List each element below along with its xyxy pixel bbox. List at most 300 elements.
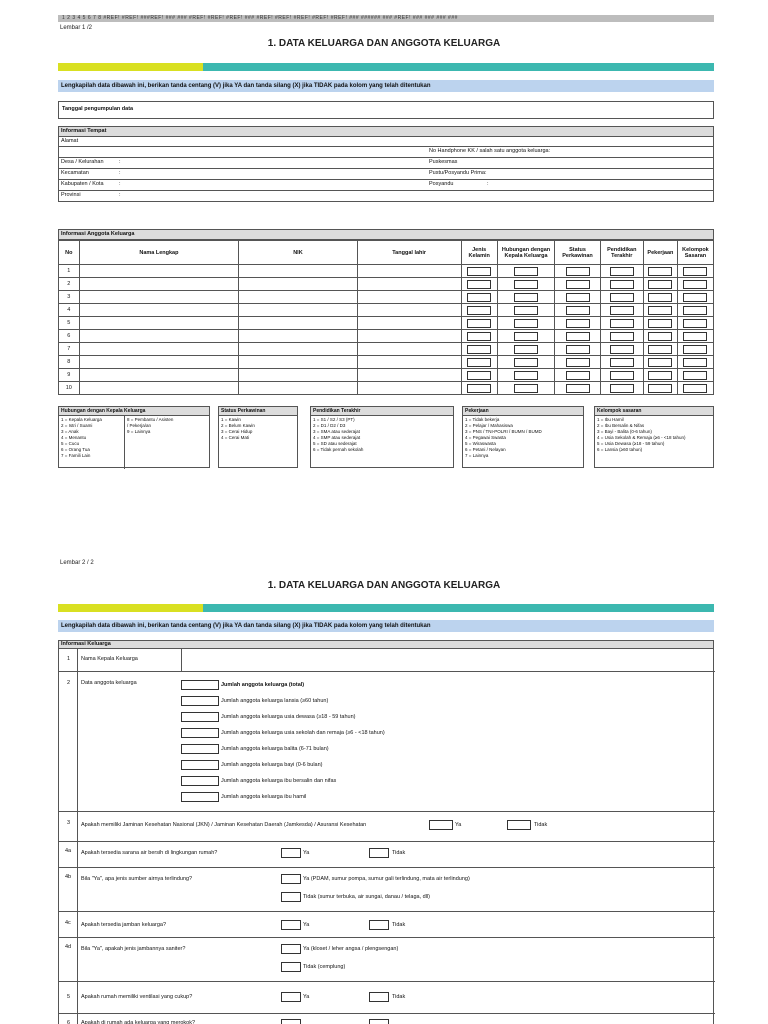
place-info-section	[58, 126, 714, 202]
member-dob-input[interactable]	[357, 265, 461, 278]
q4d-row	[59, 938, 715, 982]
colon: :	[119, 159, 121, 165]
q2-count-input[interactable]	[181, 680, 219, 690]
legend-title: Pekerjaan	[463, 407, 583, 416]
member-occupation-code-box[interactable]	[648, 332, 672, 341]
member-gender-code-box[interactable]	[467, 267, 491, 276]
member-nik-input[interactable]	[239, 291, 357, 304]
member-target-group-code-box[interactable]	[683, 306, 707, 315]
member-name-input[interactable]	[79, 304, 239, 317]
member-nik-input[interactable]	[239, 317, 357, 330]
q4c-label: Apakah tersedia jamban keluarga?	[81, 922, 167, 928]
col-header: Hubungan dengan Kepala Keluarga	[497, 241, 555, 265]
member-education-cell	[600, 304, 643, 317]
q4c-no-label: Tidak	[392, 922, 406, 928]
member-row-number: 3	[59, 291, 80, 304]
q4b-label: Bila "Ya", apa jenis sumber airnya terlindung?	[81, 876, 193, 882]
q6-no-checkbox[interactable]	[369, 1019, 389, 1024]
member-nik-input[interactable]	[239, 304, 357, 317]
member-relationship-cell	[497, 317, 555, 330]
q2-count-input[interactable]	[181, 728, 219, 738]
colon: :	[119, 181, 121, 187]
place-info-body	[58, 137, 714, 202]
member-relationship-cell	[497, 291, 555, 304]
legend-body: 1 = Tidak bekerja 2 = Pelajar / Mahasiswa 3 = PNS / TNI-POLRI / BUMN / BUMD 4 = Pegawai Swasta 5 = Wiraswasta 6 = Petani / Nelayan 7 = Lainnya	[465, 417, 542, 458]
colon: :	[487, 181, 489, 187]
member-dob-input[interactable]	[357, 291, 461, 304]
member-name-input[interactable]	[79, 356, 239, 369]
member-gender-code-box[interactable]	[467, 280, 491, 289]
member-education-cell	[600, 278, 643, 291]
members-table	[58, 240, 714, 395]
village-label: Desa / Kelurahan	[61, 159, 104, 165]
member-row-number: 7	[59, 343, 80, 356]
phone-label: No Handphone KK / salah satu anggota keluarga:	[429, 148, 551, 154]
member-row	[59, 317, 714, 330]
q5-no-checkbox[interactable]	[369, 992, 389, 1002]
accent-bar-teal	[203, 604, 714, 612]
member-gender-code-box[interactable]	[467, 345, 491, 354]
members-heading: Informasi Anggota Keluarga	[58, 229, 714, 240]
member-row-number: 8	[59, 356, 80, 369]
member-row-number: 9	[59, 369, 80, 382]
legend-body: 1 = Kepala Keluarga 2 = Istri / Suami 3 = Anak 4 = Menantu 5 = Cucu 6 = Orang Tua 7 = Famili Lain	[59, 416, 125, 469]
member-dob-input[interactable]	[357, 330, 461, 343]
members-section	[58, 229, 714, 395]
member-nik-input[interactable]	[239, 330, 357, 343]
member-row	[59, 369, 714, 382]
member-gender-cell	[461, 330, 497, 343]
col-header: Jenis Kelamin	[461, 241, 497, 265]
member-target-group-code-box[interactable]	[683, 293, 707, 302]
member-occupation-cell	[643, 291, 677, 304]
place-info-heading: Informasi Tempat	[58, 126, 714, 137]
member-target-group-code-box[interactable]	[683, 332, 707, 341]
regency-label: Kabupaten / Kota	[61, 181, 104, 187]
member-marital-status-cell	[555, 343, 600, 356]
member-row-number: 10	[59, 382, 80, 395]
q3-yes-label: Ya	[455, 822, 462, 828]
col-header: Tanggal lahir	[357, 241, 461, 265]
col-header: Pekerjaan	[643, 241, 677, 265]
member-row-number: 5	[59, 317, 80, 330]
member-relationship-cell	[497, 304, 555, 317]
member-gender-cell	[461, 369, 497, 382]
member-occupation-cell	[643, 317, 677, 330]
member-relationship-code-box[interactable]	[514, 293, 538, 302]
q4c-yes-label: Ya	[303, 922, 310, 928]
q5-yes-label: Ya	[303, 994, 310, 1000]
q6-label: Apakah di rumah ada keluarga yang merokok?	[81, 1020, 196, 1024]
q2-number: 2	[67, 680, 71, 686]
member-relationship-cell	[497, 369, 555, 382]
family-info-form	[58, 648, 714, 1024]
member-target-group-code-box[interactable]	[683, 319, 707, 328]
col-header: Nama Lengkap	[79, 241, 239, 265]
q5-number: 5	[67, 994, 71, 1000]
member-gender-cell	[461, 291, 497, 304]
member-occupation-code-box[interactable]	[648, 319, 672, 328]
member-nik-input[interactable]	[239, 369, 357, 382]
member-target-group-cell	[677, 343, 713, 356]
member-occupation-cell	[643, 304, 677, 317]
member-education-cell	[600, 382, 643, 395]
member-gender-cell	[461, 317, 497, 330]
address-row[interactable]	[59, 137, 713, 147]
member-nik-input[interactable]	[239, 278, 357, 291]
q4d-label: Bila "Ya", apakah jenis jambannya saniter?	[81, 946, 186, 952]
q4b-number: 4b	[65, 874, 72, 880]
member-occupation-code-box[interactable]	[648, 384, 672, 393]
district-row[interactable]	[59, 169, 713, 180]
q2-item-label: Jumlah anggota keluarga usia dewasa (≥18 - 59 tahun)	[221, 714, 356, 720]
member-name-input[interactable]	[79, 265, 239, 278]
member-name-input[interactable]	[79, 330, 239, 343]
member-marital-status-cell	[555, 356, 600, 369]
legend-target-group	[594, 406, 714, 468]
village-row[interactable]	[59, 158, 713, 169]
collection-date-field[interactable]	[58, 101, 714, 119]
member-education-cell	[600, 291, 643, 304]
q2-count-input[interactable]	[181, 776, 219, 786]
q4b-option-unprotected: Tidak (sumur terbuka, air sungai, danau / telaga, dll)	[303, 894, 430, 900]
q4d-nonsanitary-checkbox[interactable]	[281, 962, 301, 972]
legend-title: Status Perkawinan	[219, 407, 297, 416]
col-header: Status Perkawinan	[555, 241, 600, 265]
q4b-protected-checkbox[interactable]	[281, 874, 301, 884]
member-marital-status-code-box[interactable]	[566, 358, 590, 367]
member-target-group-code-box[interactable]	[683, 384, 707, 393]
member-name-input[interactable]	[79, 317, 239, 330]
member-relationship-cell	[497, 343, 555, 356]
member-marital-status-code-box[interactable]	[566, 332, 590, 341]
q2-item-label: Jumlah anggota keluarga ibu hamil	[221, 794, 307, 800]
legend-education	[310, 406, 454, 468]
q6-number: 6	[67, 1020, 71, 1024]
member-occupation-cell	[643, 265, 677, 278]
member-target-group-cell	[677, 265, 713, 278]
legend-title: Pendidikan Terakhir	[311, 407, 453, 416]
q2-item-label: Jumlah anggota keluarga usia sekolah dan remaja (≥6 - <18 tahun)	[221, 730, 385, 736]
address-label: Alamat	[61, 138, 79, 144]
member-name-input[interactable]	[79, 291, 239, 304]
family-info-heading: Informasi Keluarga	[58, 640, 714, 649]
q5-label: Apakah rumah memiliki ventilasi yang cukup?	[81, 994, 193, 1000]
member-gender-cell	[461, 343, 497, 356]
district-label: Kecamatan	[61, 170, 89, 176]
member-marital-status-code-box[interactable]	[566, 384, 590, 393]
pustu-label: Pustu/Posyandu Prima:	[429, 170, 487, 176]
member-target-group-code-box[interactable]	[683, 267, 707, 276]
member-row	[59, 304, 714, 317]
member-name-input[interactable]	[79, 343, 239, 356]
colon: :	[119, 170, 121, 176]
q4a-label: Apakah tersedia sarana air bersih di lingkungan rumah?	[81, 850, 218, 856]
member-occupation-cell	[643, 330, 677, 343]
member-target-group-code-box[interactable]	[683, 358, 707, 367]
member-occupation-cell	[643, 356, 677, 369]
q3-label: Apakah memiliki Jaminan Kesehatan Nasional (JKN) / Jaminan Kesehatan Daerah (Jamkesda) / Asuransi Kesehatan	[81, 822, 367, 828]
member-dob-input[interactable]	[357, 304, 461, 317]
q4c-no-checkbox[interactable]	[369, 920, 389, 930]
member-row	[59, 343, 714, 356]
member-dob-input[interactable]	[357, 369, 461, 382]
q4d-option-sanitary: Ya (kloset / leher angsa / plengsengan)	[303, 946, 399, 952]
q4c-row	[59, 912, 715, 938]
member-marital-status-code-box[interactable]	[566, 280, 590, 289]
col-header: Kelompok Sasaran	[677, 241, 713, 265]
q2-count-input[interactable]	[181, 712, 219, 722]
member-relationship-code-box[interactable]	[514, 332, 538, 341]
member-row-number: 1	[59, 265, 80, 278]
member-dob-input[interactable]	[357, 382, 461, 395]
member-relationship-cell	[497, 382, 555, 395]
colon: :	[119, 192, 121, 198]
q4a-yes-checkbox[interactable]	[281, 848, 301, 858]
q1-row	[59, 648, 715, 672]
province-label: Provinsi	[61, 192, 81, 198]
member-education-code-box[interactable]	[610, 345, 634, 354]
member-education-cell	[600, 330, 643, 343]
q3-number: 3	[67, 820, 71, 826]
legend-title: Hubungan dengan Kepala Keluarga	[59, 407, 209, 416]
q1-label: Nama Kepala Keluarga	[81, 656, 138, 662]
member-education-code-box[interactable]	[610, 319, 634, 328]
q2-count-input[interactable]	[181, 792, 219, 802]
q2-label: Data anggota keluarga	[81, 680, 137, 686]
phone-row[interactable]	[59, 147, 713, 158]
q3-row	[59, 812, 715, 842]
member-education-code-box[interactable]	[610, 293, 634, 302]
member-row	[59, 265, 714, 278]
member-marital-status-cell	[555, 291, 600, 304]
sheet-label-1: Lembar 1 /2	[60, 25, 93, 31]
q1-number: 1	[67, 656, 71, 662]
regency-row[interactable]	[59, 180, 713, 191]
legend-relationship	[58, 406, 210, 468]
member-marital-status-cell	[555, 265, 600, 278]
member-dob-input[interactable]	[357, 317, 461, 330]
q4a-yes-label: Ya	[303, 850, 310, 856]
member-row	[59, 278, 714, 291]
member-target-group-cell	[677, 317, 713, 330]
member-marital-status-cell	[555, 330, 600, 343]
member-relationship-code-box[interactable]	[514, 319, 538, 328]
member-relationship-code-box[interactable]	[514, 306, 538, 315]
member-target-group-code-box[interactable]	[683, 280, 707, 289]
member-gender-cell	[461, 356, 497, 369]
member-target-group-cell	[677, 291, 713, 304]
member-row	[59, 291, 714, 304]
legend-body: 1 = S1 / S2 / S3 (PT) 2 = D1 / D2 / D3 3 = SMA atau sederajat 4 = SMP atau sederajat 5 = SD atau sederajat 6 = Tidak pernah sekolah	[313, 417, 364, 452]
q4c-number: 4c	[65, 920, 71, 926]
member-marital-status-cell	[555, 278, 600, 291]
member-relationship-code-box[interactable]	[514, 280, 538, 289]
member-occupation-cell	[643, 369, 677, 382]
member-row-number: 6	[59, 330, 80, 343]
member-relationship-code-box[interactable]	[514, 345, 538, 354]
member-education-cell	[600, 343, 643, 356]
member-occupation-code-box[interactable]	[648, 371, 672, 380]
q6-yes-checkbox[interactable]	[281, 1019, 301, 1024]
member-education-code-box[interactable]	[610, 267, 634, 276]
member-row	[59, 330, 714, 343]
sheet-header-strip: 1 2 3 4 5 6 7 8 #REF! #REF! ###REF! ### ### #REF! #REF! #REF! ### #REF! #REF! #REF! #REF! #REF! ### ###### ### #REF! ### ### ### ###	[58, 15, 714, 22]
member-target-group-cell	[677, 278, 713, 291]
member-target-group-code-box[interactable]	[683, 345, 707, 354]
member-marital-status-code-box[interactable]	[566, 267, 590, 276]
member-name-input[interactable]	[79, 369, 239, 382]
member-gender-code-box[interactable]	[467, 358, 491, 367]
member-occupation-code-box[interactable]	[648, 306, 672, 315]
q2-item-label: Jumlah anggota keluarga balita (6-71 bulan)	[221, 746, 329, 752]
member-education-code-box[interactable]	[610, 280, 634, 289]
member-relationship-cell	[497, 356, 555, 369]
page-title-1: 1. DATA KELUARGA DAN ANGGOTA KELUARGA	[267, 38, 501, 49]
member-name-input[interactable]	[79, 382, 239, 395]
member-marital-status-cell	[555, 369, 600, 382]
member-education-cell	[600, 317, 643, 330]
members-header-row	[59, 241, 714, 265]
member-relationship-cell	[497, 330, 555, 343]
member-occupation-code-box[interactable]	[648, 293, 672, 302]
member-gender-cell	[461, 265, 497, 278]
q3-yes-checkbox[interactable]	[429, 820, 453, 830]
member-relationship-code-box[interactable]	[514, 371, 538, 380]
member-education-code-box[interactable]	[610, 358, 634, 367]
q2-count-input[interactable]	[181, 744, 219, 754]
member-marital-status-cell	[555, 317, 600, 330]
q4a-number: 4a	[65, 848, 72, 854]
member-gender-code-box[interactable]	[467, 332, 491, 341]
province-row[interactable]	[59, 191, 713, 201]
accent-bar-yellow	[58, 63, 203, 71]
member-target-group-cell	[677, 369, 713, 382]
sheet-label-2: Lembar 2 / 2	[60, 560, 94, 566]
member-target-group-cell	[677, 304, 713, 317]
accent-bar-teal	[203, 63, 714, 71]
member-marital-status-code-box[interactable]	[566, 371, 590, 380]
member-row-number: 2	[59, 278, 80, 291]
q4a-no-checkbox[interactable]	[369, 848, 389, 858]
q4c-yes-checkbox[interactable]	[281, 920, 301, 930]
member-gender-code-box[interactable]	[467, 306, 491, 315]
member-nik-input[interactable]	[239, 343, 357, 356]
member-relationship-code-box[interactable]	[514, 384, 538, 393]
member-marital-status-cell	[555, 304, 600, 317]
member-dob-input[interactable]	[357, 343, 461, 356]
member-education-cell	[600, 356, 643, 369]
member-gender-code-box[interactable]	[467, 319, 491, 328]
head-of-family-name-input[interactable]	[181, 648, 715, 672]
q2-item-label: Jumlah anggota keluarga ibu bersalin dan nifas	[221, 778, 337, 784]
member-marital-status-code-box[interactable]	[566, 306, 590, 315]
member-gender-code-box[interactable]	[467, 371, 491, 380]
member-nik-input[interactable]	[239, 356, 357, 369]
member-occupation-cell	[643, 343, 677, 356]
q2-item-label: Jumlah anggota keluarga (total)	[221, 682, 305, 688]
member-target-group-cell	[677, 330, 713, 343]
member-target-group-code-box[interactable]	[683, 371, 707, 380]
q4a-row	[59, 842, 715, 868]
member-occupation-cell	[643, 278, 677, 291]
legend-body: 1 = Kawin 2 = Belum Kawin 3 = Cerai Hidup 4 = Cerai Mati	[221, 417, 255, 440]
member-gender-code-box[interactable]	[467, 384, 491, 393]
page-title-2: 1. DATA KELUARGA DAN ANGGOTA KELUARGA	[267, 580, 501, 591]
q2-count-input[interactable]	[181, 760, 219, 770]
member-dob-input[interactable]	[357, 278, 461, 291]
col-header: NIK	[239, 241, 357, 265]
q4b-option-protected: Ya (PDAM, sumur pompa, sumur gali terlindung, mata air terlindung)	[303, 876, 470, 882]
q2-item-label: Jumlah anggota keluarga lansia (≥60 tahun)	[221, 698, 329, 704]
instruction-banner-2: Lengkapilah data dibawah ini, berikan tanda centang (V) jika YA dan tanda silang (X) jika TIDAK pada kolom yang telah ditentukan	[58, 620, 714, 632]
member-row	[59, 356, 714, 369]
member-marital-status-code-box[interactable]	[566, 345, 590, 354]
legend-title: Kelompok sasaran	[595, 407, 713, 416]
q4d-option-nonsanitary: Tidak (cemplung)	[303, 964, 346, 970]
member-education-code-box[interactable]	[610, 371, 634, 380]
member-name-input[interactable]	[79, 278, 239, 291]
member-target-group-cell	[677, 382, 713, 395]
posyandu-label: Posyandu	[429, 181, 454, 187]
col-header: Pendidikan Terakhir	[600, 241, 643, 265]
member-occupation-code-box[interactable]	[648, 358, 672, 367]
member-education-code-box[interactable]	[610, 306, 634, 315]
member-education-cell	[600, 369, 643, 382]
member-occupation-code-box[interactable]	[648, 280, 672, 289]
q2-row	[59, 672, 715, 812]
member-gender-cell	[461, 278, 497, 291]
member-education-code-box[interactable]	[610, 332, 634, 341]
member-relationship-code-box[interactable]	[514, 267, 538, 276]
q5-no-label: Tidak	[392, 994, 406, 1000]
accent-bar-yellow	[58, 604, 203, 612]
member-marital-status-code-box[interactable]	[566, 319, 590, 328]
member-marital-status-code-box[interactable]	[566, 293, 590, 302]
q4a-no-label: Tidak	[392, 850, 406, 856]
member-marital-status-cell	[555, 382, 600, 395]
member-relationship-cell	[497, 278, 555, 291]
member-occupation-cell	[643, 382, 677, 395]
member-gender-cell	[461, 382, 497, 395]
q5-yes-checkbox[interactable]	[281, 992, 301, 1002]
member-nik-input[interactable]	[239, 265, 357, 278]
member-target-group-cell	[677, 356, 713, 369]
q6-row	[59, 1014, 715, 1024]
legend-occupation	[462, 406, 584, 468]
legend-body: 1 = Ibu Hamil 2 = Ibu Bersalin & Nifas 3 = Bayi - Balita (0-6 tahun) 4 = Usia Sekolah & Remaja (≥6 - <18 tahun) 5 = Usia Dewasa (≥18 - 59 tahun) 6 = Lansia (≥60 tahun)	[597, 417, 686, 452]
instruction-banner-1: Lengkapilah data dibawah ini, berikan tanda centang (V) jika YA dan tanda silang (X) jika TIDAK pada kolom yang telah ditentukan	[58, 80, 714, 92]
puskesmas-label: Puskesmas	[429, 159, 458, 165]
q4d-number: 4d	[65, 944, 72, 950]
member-education-code-box[interactable]	[610, 384, 634, 393]
q2-item-label: Jumlah anggota keluarga bayi (0-6 bulan)	[221, 762, 323, 768]
member-relationship-code-box[interactable]	[514, 358, 538, 367]
member-gender-code-box[interactable]	[467, 293, 491, 302]
col-header: No	[59, 241, 80, 265]
member-occupation-code-box[interactable]	[648, 267, 672, 276]
q3-no-checkbox[interactable]	[507, 820, 531, 830]
q4b-unprotected-checkbox[interactable]	[281, 892, 301, 902]
q3-no-label: Tidak	[534, 822, 548, 828]
member-nik-input[interactable]	[239, 382, 357, 395]
member-row	[59, 382, 714, 395]
member-occupation-code-box[interactable]	[648, 345, 672, 354]
q2-count-input[interactable]	[181, 696, 219, 706]
q4d-sanitary-checkbox[interactable]	[281, 944, 301, 954]
member-row-number: 4	[59, 304, 80, 317]
member-dob-input[interactable]	[357, 356, 461, 369]
